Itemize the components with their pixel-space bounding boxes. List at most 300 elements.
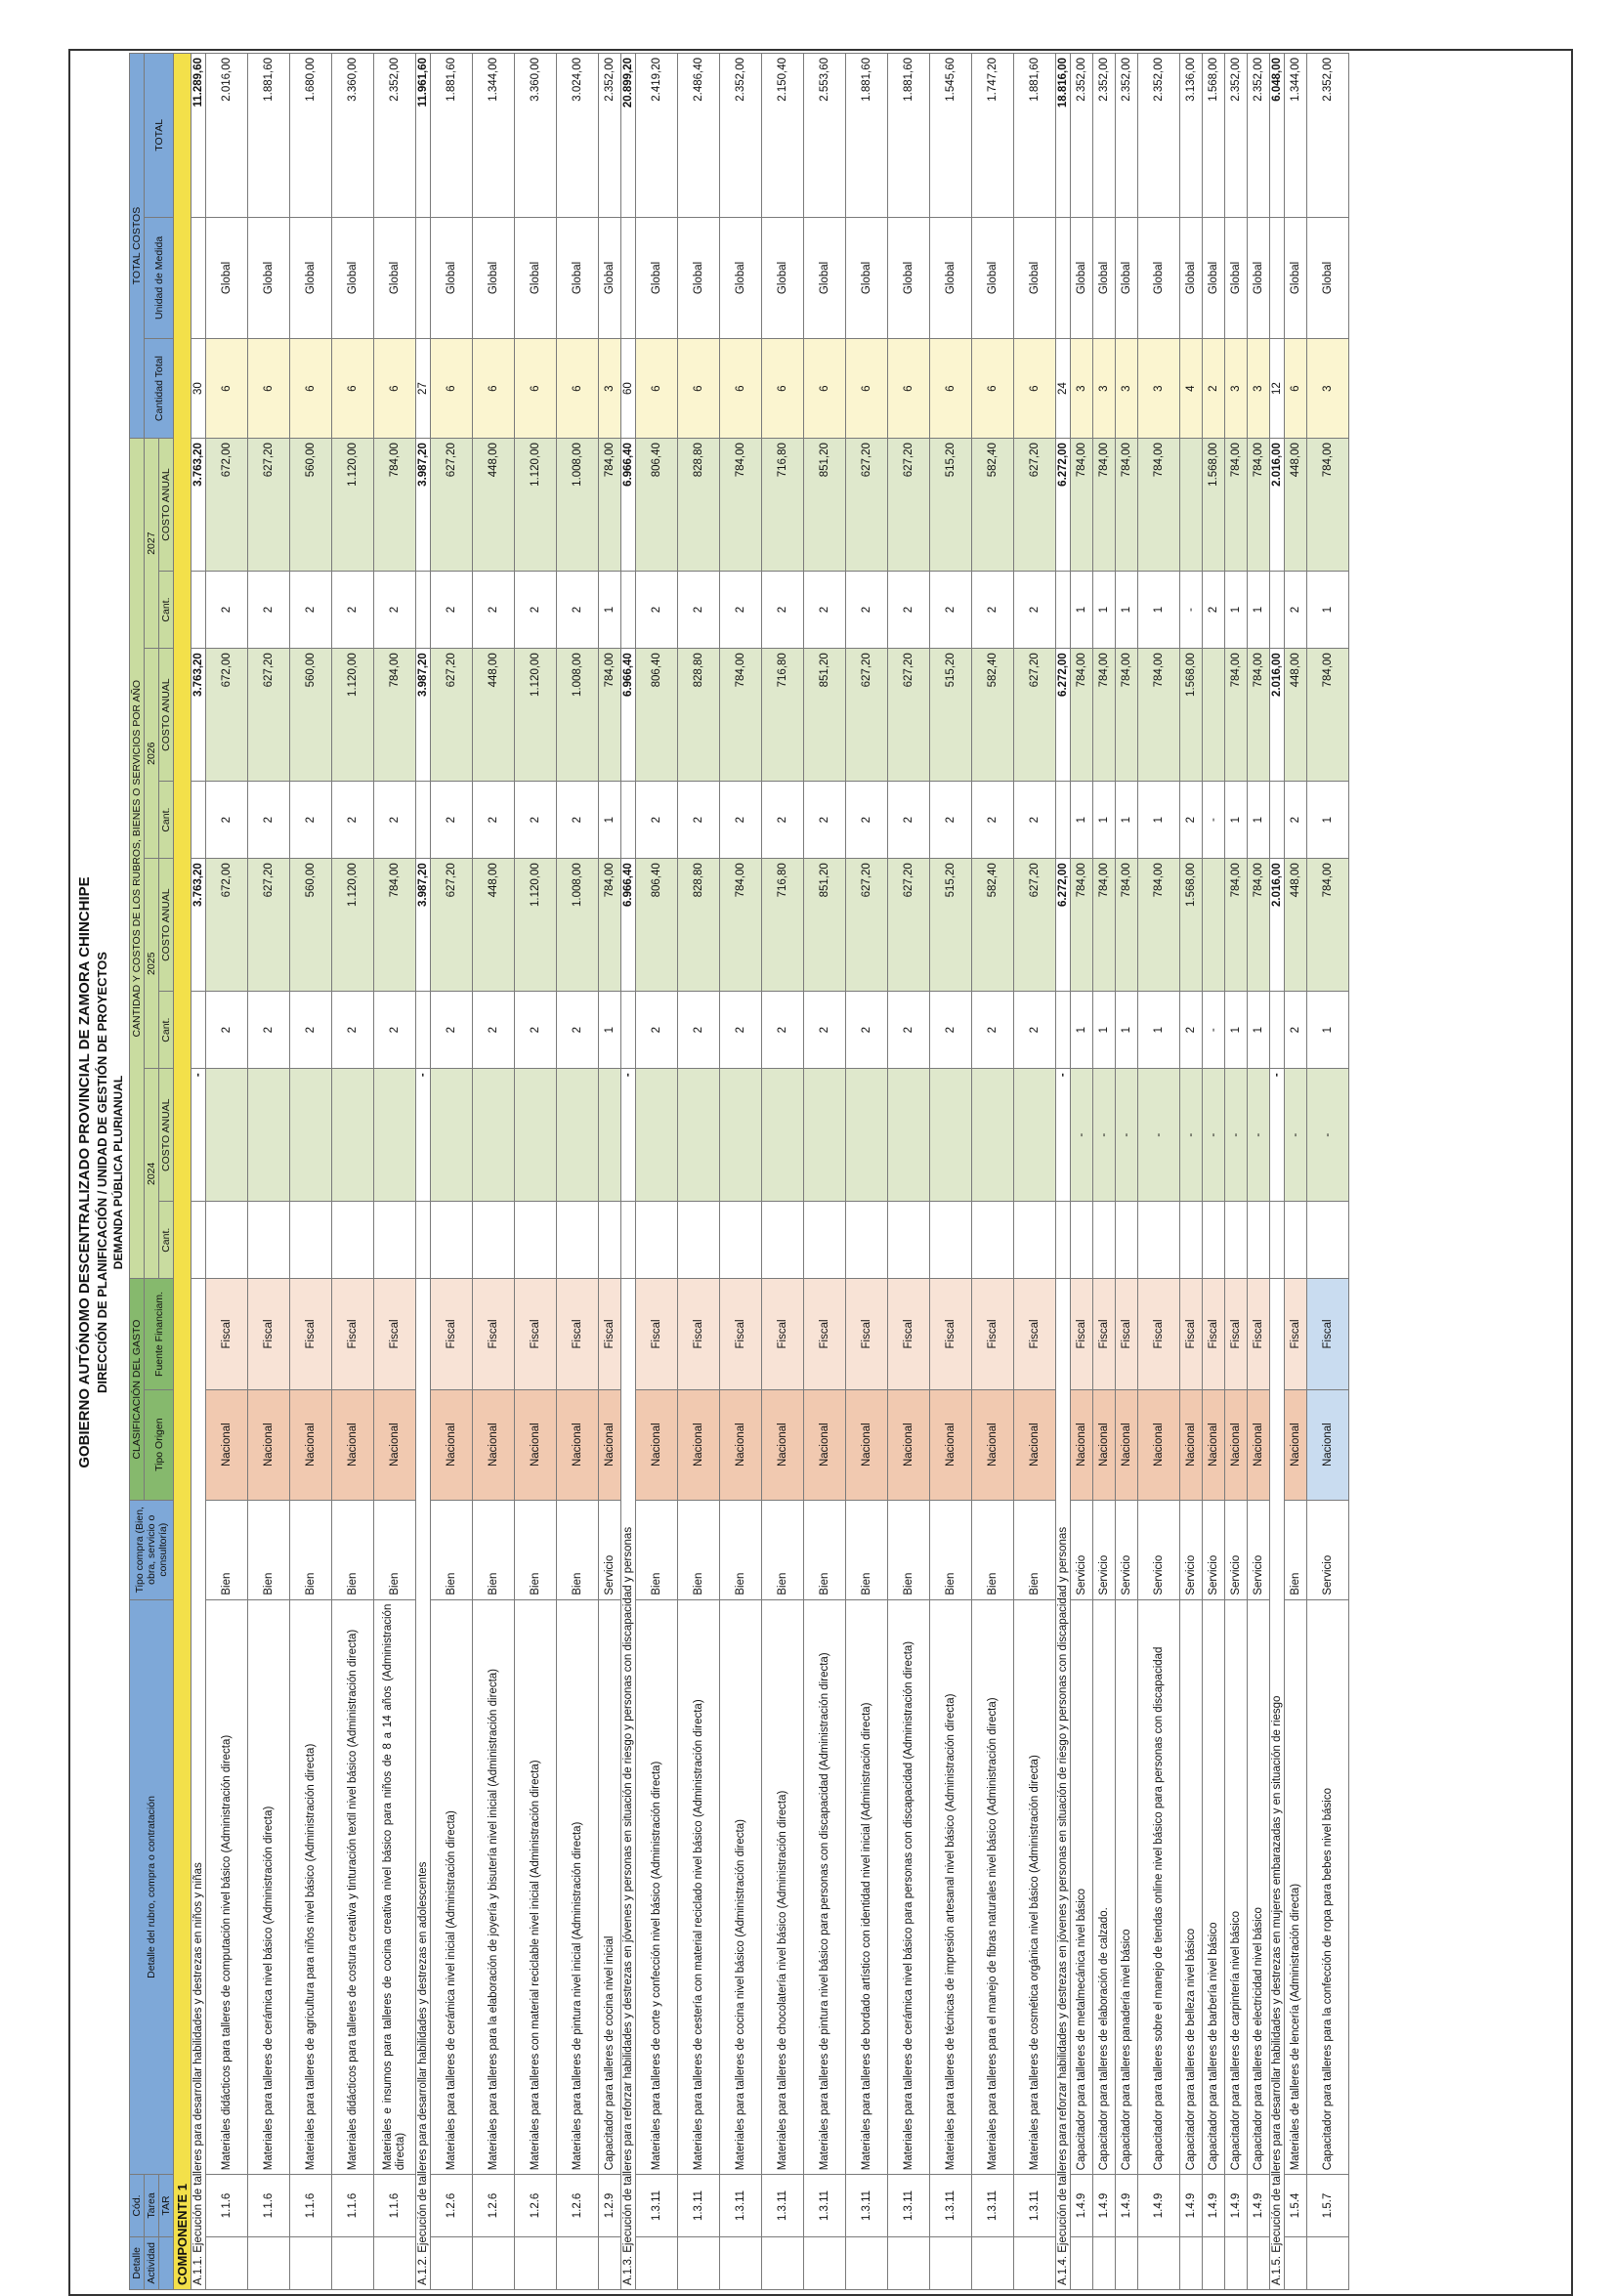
cantidad-total-cell: 2	[1203, 339, 1225, 439]
actividad-cell	[1225, 2236, 1248, 2289]
tipo-compra-cell: Bien	[636, 1500, 678, 1599]
costo-2024-cell: -	[1285, 1069, 1307, 1202]
fuente-cell: Fiscal	[972, 1279, 1014, 1389]
fuente-cell: Fiscal	[804, 1279, 846, 1389]
section-unidad	[621, 217, 636, 339]
description-cell: Capacitador para talleres de elaboración de calzado.	[1093, 1599, 1116, 2175]
section-cost-2027: 2.016,00	[1270, 439, 1285, 572]
unidad-cell: Global	[762, 217, 804, 339]
fuente-cell: Fiscal	[762, 1279, 804, 1389]
costo-2026-cell: 515,20	[930, 649, 972, 782]
costo-2025-cell: 1.008,00	[557, 859, 599, 992]
component-row	[174, 54, 191, 2290]
costo-2026-cell: 627,20	[846, 649, 888, 782]
costo-2027-cell: 627,20	[248, 439, 290, 572]
costo-2027-cell: 672,00	[206, 439, 248, 572]
description-cell: Materiales para talleres de técnicas de impresión artesanal nivel básico (Administración directa)	[930, 1599, 972, 2175]
section-unidad	[416, 217, 431, 339]
fuente-cell: Fiscal	[599, 1279, 621, 1389]
col-cant-2027: Cant.	[159, 571, 174, 648]
col-tipo-compra: Tipo compra (Bien, obra, servicio o consultoría)	[130, 1500, 174, 1599]
tipo-compra-cell: Bien	[431, 1500, 473, 1599]
total-cell: 2.352,00	[1116, 54, 1138, 218]
cant-2025-cell: 1	[1116, 992, 1138, 1069]
cant-2025-cell: 1	[599, 992, 621, 1069]
cant-2024-cell	[804, 1202, 846, 1279]
cant-2024-cell	[720, 1202, 762, 1279]
cant-2027-cell: 1	[1225, 571, 1248, 648]
costo-2025-cell: 627,20	[431, 859, 473, 992]
cant-2025-cell: 2	[1285, 992, 1307, 1069]
cant-2024-cell	[473, 1202, 515, 1279]
cant-2025-cell: 2	[290, 992, 332, 1069]
cantidad-total-cell: 4	[1180, 339, 1203, 439]
costo-2026-cell: 784,00	[1071, 649, 1093, 782]
costo-2026-cell: 672,00	[206, 649, 248, 782]
unidad-cell: Global	[206, 217, 248, 339]
table-row	[431, 54, 473, 2290]
cant-2025-cell: 1	[1071, 992, 1093, 1069]
costo-2025-cell: 1.568,00	[1180, 859, 1203, 992]
actividad-cell	[1071, 2236, 1093, 2289]
tar-cell: 1.2.6	[515, 2175, 557, 2236]
section-cant-2025	[621, 992, 636, 1069]
costo-2025-cell: 627,20	[1014, 859, 1056, 992]
costo-2027-cell: 784,00	[1093, 439, 1116, 572]
tipo-origen-cell: Nacional	[557, 1389, 599, 1500]
unidad-cell: Global	[332, 217, 374, 339]
cant-2027-cell: 1	[1071, 571, 1093, 648]
description-cell: Capacitador para talleres de belleza nivel básico	[1180, 1599, 1203, 2175]
cantidad-total-cell: 3	[1225, 339, 1248, 439]
tipo-origen-cell: Nacional	[888, 1389, 930, 1500]
costo-2024-cell	[206, 1069, 248, 1202]
costo-2026-cell: 627,20	[1014, 649, 1056, 782]
costo-2024-cell	[332, 1069, 374, 1202]
section-cant-2026	[416, 782, 431, 859]
fuente-cell: Fiscal	[846, 1279, 888, 1389]
cant-2025-cell: 1	[1307, 992, 1349, 1069]
description-cell: Materiales para talleres de pintura nivel básico para personas con discapacidad (Administración directa)	[804, 1599, 846, 2175]
costo-2024-cell: -	[1116, 1069, 1138, 1202]
tar-cell: 1.4.9	[1093, 2175, 1116, 2236]
actividad-cell	[1285, 2236, 1307, 2289]
table-row	[332, 54, 374, 2290]
fuente-cell: Fiscal	[888, 1279, 930, 1389]
cant-2026-cell: 2	[332, 782, 374, 859]
actividad-cell	[290, 2236, 332, 2289]
fuente-cell: Fiscal	[636, 1279, 678, 1389]
tipo-compra-cell: Bien	[374, 1500, 416, 1599]
cantidad-total-cell: 6	[290, 339, 332, 439]
costo-2027-cell: 560,00	[290, 439, 332, 572]
section-cant-2026	[191, 782, 206, 859]
tar-cell: 1.4.9	[1180, 2175, 1203, 2236]
total-cell: 2.016,00	[206, 54, 248, 218]
actividad-cell	[1014, 2236, 1056, 2289]
section-row	[621, 54, 636, 2290]
costo-2026-cell: 1.568,00	[1180, 649, 1203, 782]
costo-2025-cell	[1203, 859, 1225, 992]
tipo-compra-cell: Bien	[1285, 1500, 1307, 1599]
tar-cell: 1.2.6	[557, 2175, 599, 2236]
cant-2024-cell	[248, 1202, 290, 1279]
tipo-origen-cell: Nacional	[599, 1389, 621, 1500]
cant-2025-cell: 2	[846, 992, 888, 1069]
tipo-compra-cell: Servicio	[1093, 1500, 1116, 1599]
section-cant-total: 24	[1056, 339, 1071, 439]
total-cell: 2.419,20	[636, 54, 678, 218]
cant-2026-cell: 1	[599, 782, 621, 859]
costo-2026-cell: 1.120,00	[515, 649, 557, 782]
cant-2024-cell	[888, 1202, 930, 1279]
cant-2027-cell: 2	[1203, 571, 1225, 648]
costo-2024-cell: -	[1138, 1069, 1180, 1202]
tar-cell: 1.2.6	[431, 2175, 473, 2236]
col-cant-2026: Cant.	[159, 782, 174, 859]
cant-2026-cell: 2	[374, 782, 416, 859]
cant-2026-cell: 2	[473, 782, 515, 859]
cant-2027-cell: 1	[1138, 571, 1180, 648]
cant-2025-cell: 2	[972, 992, 1014, 1069]
cant-2024-cell	[515, 1202, 557, 1279]
cant-2024-cell	[599, 1202, 621, 1279]
unidad-cell: Global	[972, 217, 1014, 339]
costo-2026-cell: 784,00	[1093, 649, 1116, 782]
tar-cell: 1.3.11	[762, 2175, 804, 2236]
actividad-cell	[762, 2236, 804, 2289]
costo-2024-cell	[762, 1069, 804, 1202]
actividad-cell	[636, 2236, 678, 2289]
cantidad-total-cell: 6	[248, 339, 290, 439]
costo-2025-cell: 515,20	[930, 859, 972, 992]
costo-2026-cell: 784,00	[1116, 649, 1138, 782]
cant-2024-cell	[1071, 1202, 1093, 1279]
section-cant-total: 60	[621, 339, 636, 439]
total-cell: 1.881,60	[1014, 54, 1056, 218]
costo-2025-cell: 784,00	[1248, 859, 1270, 992]
table-row	[557, 54, 599, 2290]
cant-2025-cell: 2	[804, 992, 846, 1069]
section-cant-2024	[621, 1202, 636, 1279]
total-cell: 2.352,00	[1307, 54, 1349, 218]
description-cell: Capacitador para talleres de cocina nivel inicial	[599, 1599, 621, 2175]
table-row	[374, 54, 416, 2290]
costo-2027-cell: 582,40	[972, 439, 1014, 572]
costo-2027-cell: 806,40	[636, 439, 678, 572]
tipo-origen-cell: Nacional	[248, 1389, 290, 1500]
actividad-cell	[431, 2236, 473, 2289]
col-year-2025: 2025	[145, 859, 159, 1069]
table-row	[1180, 54, 1203, 2290]
tipo-compra-cell: Bien	[473, 1500, 515, 1599]
unidad-cell: Global	[431, 217, 473, 339]
cant-2026-cell: 2	[1180, 782, 1203, 859]
description-cell: Materiales de talleres de lencería (Administración directa)	[1285, 1599, 1307, 2175]
costo-2026-cell: 627,20	[248, 649, 290, 782]
description-cell: Materiales para talleres de bordado artístico con identidad nivel inicial (Administración directa)	[846, 1599, 888, 2175]
cant-2024-cell	[930, 1202, 972, 1279]
section-cost-2027: 3.987,20	[416, 439, 431, 572]
section-cant-2025	[416, 992, 431, 1069]
tipo-origen-cell: Nacional	[206, 1389, 248, 1500]
section-cost-2027: 6.966,40	[621, 439, 636, 572]
description-cell: Materiales para talleres de cerámica nivel básico para personas con discapacidad (Administración directa)	[888, 1599, 930, 2175]
costo-2027-cell: 828,80	[678, 439, 720, 572]
tipo-origen-cell: Nacional	[678, 1389, 720, 1500]
section-cost-2027: 6.272,00	[1056, 439, 1071, 572]
col-clasificacion: CLASIFICACIÓN DEL GASTO	[130, 1279, 145, 1500]
col-total-costos: TOTAL COSTOS	[130, 54, 145, 439]
tipo-compra-cell: Servicio	[1138, 1500, 1180, 1599]
unidad-cell: Global	[888, 217, 930, 339]
costo-2027-cell: 627,20	[888, 439, 930, 572]
costo-2026-cell	[1203, 649, 1225, 782]
tar-cell: 1.3.11	[846, 2175, 888, 2236]
tar-cell: 1.5.7	[1307, 2175, 1349, 2236]
costo-2025-cell: 627,20	[888, 859, 930, 992]
section-cost-2024: -	[416, 1069, 431, 1202]
costo-2024-cell	[515, 1069, 557, 1202]
fuente-cell: Fiscal	[1225, 1279, 1248, 1389]
tipo-compra-cell: Servicio	[599, 1500, 621, 1599]
unidad-cell: Global	[1225, 217, 1248, 339]
table-row	[636, 54, 678, 2290]
rotated-document-page	[68, 49, 1573, 2296]
costo-2027-cell: 1.008,00	[557, 439, 599, 572]
cant-2027-cell: 2	[515, 571, 557, 648]
cantidad-total-cell: 3	[1138, 339, 1180, 439]
section-title: A.1.4. Ejecución de talleres para reforzar habilidades y destrezas en jóvenes y personas en situación de riesgo y personas con discapacidad y personas	[1056, 1279, 1071, 2290]
section-cost-2026: 3.763,20	[191, 649, 206, 782]
costo-2025-cell: 448,00	[1285, 859, 1307, 992]
actividad-cell	[1248, 2236, 1270, 2289]
tipo-compra-cell: Bien	[888, 1500, 930, 1599]
cant-2026-cell: 2	[972, 782, 1014, 859]
fuente-cell: Fiscal	[557, 1279, 599, 1389]
cant-2024-cell	[1116, 1202, 1138, 1279]
section-cost-2024: -	[1270, 1069, 1285, 1202]
tipo-origen-cell: Nacional	[1093, 1389, 1116, 1500]
col-costo-2026: COSTO ANUAL	[159, 649, 174, 782]
costo-2024-cell	[599, 1069, 621, 1202]
table-row	[1116, 54, 1138, 2290]
tipo-compra-cell: Bien	[846, 1500, 888, 1599]
costo-2026-cell: 716,80	[762, 649, 804, 782]
costo-2027-cell: 784,00	[1116, 439, 1138, 572]
actividad-cell	[1138, 2236, 1180, 2289]
costo-2026-cell: 582,40	[972, 649, 1014, 782]
costo-2024-cell: -	[1071, 1069, 1093, 1202]
tipo-origen-cell: Nacional	[930, 1389, 972, 1500]
fuente-cell: Fiscal	[290, 1279, 332, 1389]
unidad-cell: Global	[1116, 217, 1138, 339]
cant-2027-cell: 2	[374, 571, 416, 648]
cant-2024-cell	[1138, 1202, 1180, 1279]
cant-2027-cell: 2	[290, 571, 332, 648]
cantidad-total-cell: 3	[599, 339, 621, 439]
costo-2024-cell: -	[1248, 1069, 1270, 1202]
costo-2025-cell: 1.120,00	[332, 859, 374, 992]
tar-cell: 1.1.6	[248, 2175, 290, 2236]
table-row	[888, 54, 930, 2290]
table-header	[130, 54, 174, 2290]
costo-2024-cell	[557, 1069, 599, 1202]
total-cell: 1.881,60	[888, 54, 930, 218]
tar-cell: 1.4.9	[1071, 2175, 1093, 2236]
cant-2026-cell: 2	[557, 782, 599, 859]
unidad-cell: Global	[1138, 217, 1180, 339]
cant-2024-cell	[1014, 1202, 1056, 1279]
tipo-origen-cell: Nacional	[332, 1389, 374, 1500]
cantidad-total-cell: 6	[1285, 339, 1307, 439]
cant-2025-cell: 1	[1093, 992, 1116, 1069]
costo-2025-cell: 784,00	[1116, 859, 1138, 992]
section-cant-2025	[1056, 992, 1071, 1069]
cant-2026-cell: 2	[1014, 782, 1056, 859]
costo-2026-cell: 560,00	[290, 649, 332, 782]
costo-2026-cell: 806,40	[636, 649, 678, 782]
tar-cell: 1.2.6	[473, 2175, 515, 2236]
costo-2024-cell	[374, 1069, 416, 1202]
cant-2027-cell: 2	[1014, 571, 1056, 648]
total-cell: 3.360,00	[515, 54, 557, 218]
costo-2027-cell: 448,00	[1285, 439, 1307, 572]
actividad-cell	[720, 2236, 762, 2289]
table-row	[846, 54, 888, 2290]
costo-2026-cell: 784,00	[1138, 649, 1180, 782]
cant-2024-cell	[1180, 1202, 1203, 1279]
tipo-origen-cell: Nacional	[1014, 1389, 1056, 1500]
cant-2024-cell	[972, 1202, 1014, 1279]
header-subtitle: DIRECCIÓN DE PLANIFICACIÓN / UNIDAD DE GESTIÓN DE PROYECTOS	[95, 952, 109, 1393]
unidad-cell: Global	[1203, 217, 1225, 339]
tar-cell: 1.2.9	[599, 2175, 621, 2236]
costo-2024-cell	[1014, 1069, 1056, 1202]
fuente-cell: Fiscal	[930, 1279, 972, 1389]
costo-2025-cell: 627,20	[248, 859, 290, 992]
cant-2027-cell: 1	[1307, 571, 1349, 648]
col-detalle: Detalle	[130, 2236, 145, 2289]
actividad-cell	[473, 2236, 515, 2289]
section-cant-2027	[1270, 571, 1285, 648]
section-cant-2024	[191, 1202, 206, 1279]
description-cell: Materiales para talleres para la elaboración de joyería y bisutería nivel inicial (Administración directa)	[473, 1599, 515, 2175]
section-total: 20.899,20	[621, 54, 636, 218]
total-cell: 1.344,00	[1285, 54, 1307, 218]
col-year-2026: 2026	[145, 649, 159, 859]
fuente-cell: Fiscal	[1307, 1279, 1349, 1389]
section-cost-2026: 6.966,40	[621, 649, 636, 782]
tar-cell: 1.1.6	[374, 2175, 416, 2236]
costo-2025-cell: 784,00	[1071, 859, 1093, 992]
tipo-compra-cell: Servicio	[1307, 1500, 1349, 1599]
tipo-origen-cell: Nacional	[374, 1389, 416, 1500]
cant-2026-cell: 1	[1307, 782, 1349, 859]
description-cell: Materiales para talleres de cerámica nivel inicial (Administración directa)	[431, 1599, 473, 2175]
cant-2026-cell: 2	[678, 782, 720, 859]
actividad-cell	[557, 2236, 599, 2289]
unidad-cell: Global	[1093, 217, 1116, 339]
tipo-origen-cell: Nacional	[972, 1389, 1014, 1500]
unidad-cell: Global	[1071, 217, 1093, 339]
costo-2024-cell	[678, 1069, 720, 1202]
cant-2025-cell: 2	[930, 992, 972, 1069]
cant-2025-cell: 2	[1014, 992, 1056, 1069]
section-cant-2026	[621, 782, 636, 859]
table-row	[599, 54, 621, 2290]
costo-2027-cell: 515,20	[930, 439, 972, 572]
section-cant-2025	[1270, 992, 1285, 1069]
table-row	[1138, 54, 1180, 2290]
tar-cell: 1.5.4	[1285, 2175, 1307, 2236]
costo-2027-cell: 784,00	[1225, 439, 1248, 572]
tar-cell: 1.3.11	[804, 2175, 846, 2236]
section-cant-2026	[1270, 782, 1285, 859]
section-cost-2027: 3.763,20	[191, 439, 206, 572]
actividad-cell	[599, 2236, 621, 2289]
cantidad-total-cell: 3	[1071, 339, 1093, 439]
table-row	[1093, 54, 1116, 2290]
col-tarea: Tarea	[145, 2175, 159, 2236]
tar-cell: 1.3.11	[1014, 2175, 1056, 2236]
tipo-compra-cell: Bien	[557, 1500, 599, 1599]
cant-2026-cell: 1	[1225, 782, 1248, 859]
table-row	[1248, 54, 1270, 2290]
fuente-cell: Fiscal	[678, 1279, 720, 1389]
tipo-compra-cell: Bien	[972, 1500, 1014, 1599]
section-cant-2024	[416, 1202, 431, 1279]
cant-2024-cell	[1225, 1202, 1248, 1279]
cant-2026-cell: 2	[720, 782, 762, 859]
table-row	[1307, 54, 1349, 2290]
costo-2025-cell: 851,20	[804, 859, 846, 992]
cantidad-total-cell: 6	[972, 339, 1014, 439]
total-cell: 3.360,00	[332, 54, 374, 218]
col-costo-2027: COSTO ANUAL	[159, 439, 174, 572]
table-row	[1285, 54, 1307, 2290]
cantidad-total-cell: 6	[473, 339, 515, 439]
cant-2024-cell	[1203, 1202, 1225, 1279]
costo-2027-cell: 784,00	[1307, 439, 1349, 572]
cant-2024-cell	[290, 1202, 332, 1279]
cantidad-total-cell: 6	[678, 339, 720, 439]
cant-2027-cell: 2	[206, 571, 248, 648]
total-cell: 1.344,00	[473, 54, 515, 218]
tipo-origen-cell: Nacional	[720, 1389, 762, 1500]
cant-2027-cell: 2	[804, 571, 846, 648]
costo-2024-cell: -	[1180, 1069, 1203, 1202]
tipo-origen-cell: Nacional	[473, 1389, 515, 1500]
costo-2025-cell: 784,00	[1138, 859, 1180, 992]
costo-2024-cell	[930, 1069, 972, 1202]
cant-2026-cell: 2	[888, 782, 930, 859]
description-cell: Materiales para talleres de cosmética orgánica nivel básico (Administración directa)	[1014, 1599, 1056, 2175]
unidad-cell: Global	[846, 217, 888, 339]
col-desc: Detalle del rubro, compra o contratación	[130, 1599, 174, 2175]
costo-2025-cell: 806,40	[636, 859, 678, 992]
cantidad-total-cell: 6	[930, 339, 972, 439]
section-cost-2026: 6.272,00	[1056, 649, 1071, 782]
fuente-cell: Fiscal	[431, 1279, 473, 1389]
tar-cell: 1.4.9	[1225, 2175, 1248, 2236]
cant-2027-cell: 2	[930, 571, 972, 648]
section-unidad	[191, 217, 206, 339]
costo-2026-cell: 784,00	[599, 649, 621, 782]
table-row	[930, 54, 972, 2290]
costo-2027-cell: 784,00	[1138, 439, 1180, 572]
cant-2025-cell: 2	[720, 992, 762, 1069]
